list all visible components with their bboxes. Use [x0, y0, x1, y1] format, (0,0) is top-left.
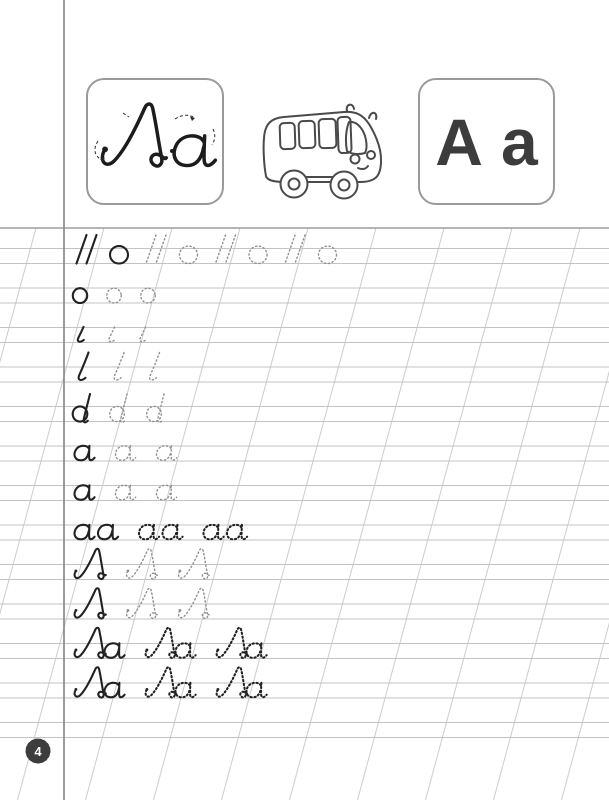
sample-a-glyph — [75, 485, 95, 500]
trace-double-slant-glyph — [216, 235, 236, 264]
trace-Aa-glyph — [146, 667, 196, 697]
sample-hook-glyph — [78, 327, 84, 342]
trace-a-glyph — [116, 446, 136, 461]
trace-Aa-glyph — [217, 628, 267, 658]
trace-oval-stick-glyph — [147, 394, 164, 422]
page-number-badge — [23, 736, 53, 766]
sample-Aa-glyph — [75, 628, 125, 658]
trace-oval-stick-glyph — [110, 394, 127, 422]
print-letters — [435, 104, 538, 179]
trace-a-glyph — [157, 485, 177, 500]
trace-hook-glyph — [109, 327, 115, 342]
trace-Aa-glyph — [217, 667, 267, 697]
trace-oval-glyph — [319, 246, 337, 263]
trace-o-glyph — [107, 288, 121, 303]
practice-row-oval-with-stick — [73, 394, 164, 422]
trace-A-glyph — [179, 588, 210, 618]
practice-row-short-hook-stroke — [78, 327, 146, 342]
trace-oval-glyph — [180, 246, 198, 263]
trace-aa-glyph — [204, 525, 248, 540]
bus-drawing — [250, 96, 402, 206]
sample-Aa-glyph — [75, 667, 125, 697]
cursive-aa-sample — [89, 99, 221, 185]
practice-row-capital-a — [75, 588, 210, 618]
trace-stroke-glyph — [150, 353, 160, 380]
print-small-a: a — [500, 104, 538, 179]
practice-row-long-slant-stroke — [79, 353, 160, 380]
trace-aa-glyph — [139, 525, 183, 540]
practice-row-letter-a — [75, 485, 177, 500]
sample-oval-glyph — [110, 246, 128, 263]
sample-stroke-glyph — [79, 353, 89, 380]
trace-A-glyph — [127, 549, 158, 579]
trace-o-glyph — [141, 288, 155, 303]
trace-stroke-glyph — [114, 353, 124, 380]
practice-row-small-oval — [73, 288, 155, 303]
trace-a-glyph — [157, 446, 177, 461]
practice-row-slant-strokes-and-ovals — [77, 235, 337, 264]
sample-double-slant-glyph — [77, 235, 97, 264]
sample-aa-glyph — [75, 525, 119, 540]
page-number: 4 — [34, 743, 42, 759]
print-capital-a: A — [435, 104, 483, 179]
practice-row-letter-aa — [75, 525, 248, 540]
sample-oval-stick-glyph — [73, 394, 90, 422]
trace-double-slant-glyph — [285, 235, 305, 264]
sample-o-glyph — [73, 288, 87, 303]
practice-row-capital-aa — [75, 667, 267, 697]
cursive-letter-card — [86, 78, 224, 205]
bus-illustration — [250, 96, 402, 206]
practice-row-letter-a — [75, 446, 177, 461]
trace-A-glyph — [179, 549, 210, 579]
sample-a-glyph — [75, 446, 95, 461]
print-letter-card — [418, 78, 555, 205]
sample-A-glyph — [75, 549, 106, 579]
practice-row-capital-aa — [75, 628, 267, 658]
trace-oval-glyph — [249, 246, 267, 263]
trace-a-glyph — [116, 485, 136, 500]
sample-A-glyph — [75, 588, 106, 618]
trace-Aa-glyph — [146, 628, 196, 658]
trace-double-slant-glyph — [146, 235, 166, 264]
trace-hook-glyph — [140, 327, 146, 342]
trace-A-glyph — [127, 588, 158, 618]
practice-row-capital-a — [75, 549, 210, 579]
